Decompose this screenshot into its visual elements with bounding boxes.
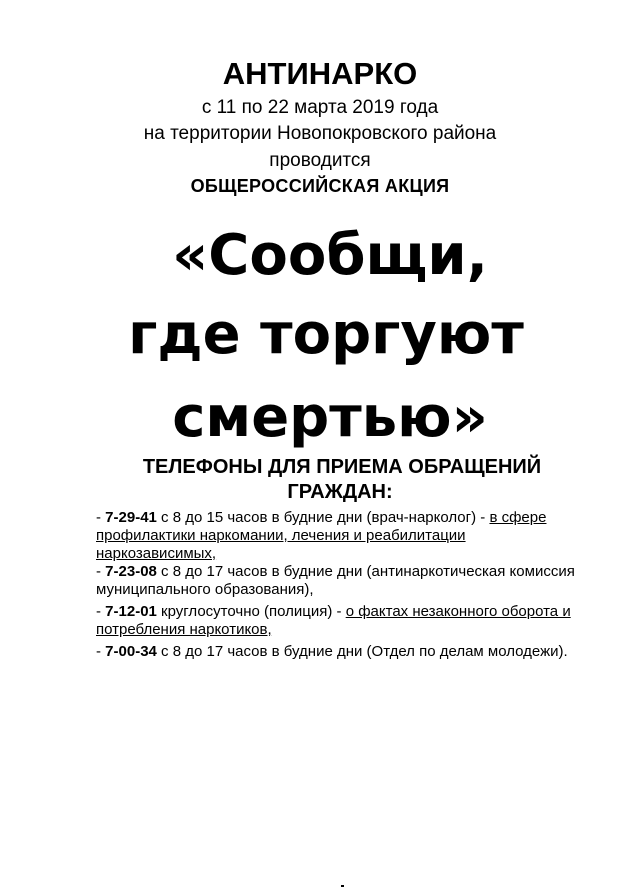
slogan-line-3: смертью» — [172, 385, 488, 450]
entry-prefix: - — [96, 603, 106, 620]
slogan-line-1: «Сообщи, — [172, 223, 488, 288]
entry-prefix: - — [96, 509, 106, 526]
entry-prefix: - — [96, 563, 106, 580]
phone-schedule: с 8 до 17 часов в будние дни (антинаркотическая комиссия муниципального образования), — [96, 563, 575, 598]
phones-heading-line-1: ТЕЛЕФОНЫ ДЛЯ ПРИЕМА ОБРАЩЕНИЙ — [142, 456, 542, 478]
phone-entry-police — [96, 603, 586, 639]
phone-entry-narcologist — [96, 509, 586, 563]
phone-number: 7-00-34 — [105, 643, 157, 660]
phones-heading-line-2: ГРАЖДАН: — [287, 481, 393, 503]
phone-entry-youth — [96, 643, 586, 661]
phone-entry-commission — [96, 563, 586, 599]
phone-list — [96, 509, 586, 661]
phone-topic: о фактах незаконного оборота и потребления наркотиков, — [96, 603, 571, 638]
slogan-line-2: где торгуют — [128, 302, 524, 367]
action-conducted: проводится — [269, 150, 371, 171]
action-type: ОБЩЕРОССИЙСКАЯ АКЦИЯ — [190, 176, 450, 196]
phone-number: 7-23-08 — [105, 563, 157, 580]
phone-topic: в сфере профилактики наркомании, лечения и реабилитации наркозависимых, — [96, 509, 547, 562]
phone-schedule: с 8 до 15 часов в будние дни (врач-нарколог) - — [156, 509, 490, 526]
phone-schedule: круглосуточно (полиция) - — [156, 603, 346, 620]
flyer-title: АНТИНАРКО — [222, 56, 418, 91]
phone-number: 7-29-41 — [105, 509, 157, 526]
phone-schedule: с 8 до 17 часов в будние дни (Отдел по делам молодежи). — [156, 643, 568, 660]
phone-number: 7-12-01 — [105, 603, 157, 620]
entry-prefix: - — [96, 643, 106, 660]
scan-speck — [341, 885, 344, 887]
action-territory: на территории Новопокровского района — [143, 123, 497, 144]
action-dates: с 11 по 22 марта 2019 года — [201, 97, 439, 118]
